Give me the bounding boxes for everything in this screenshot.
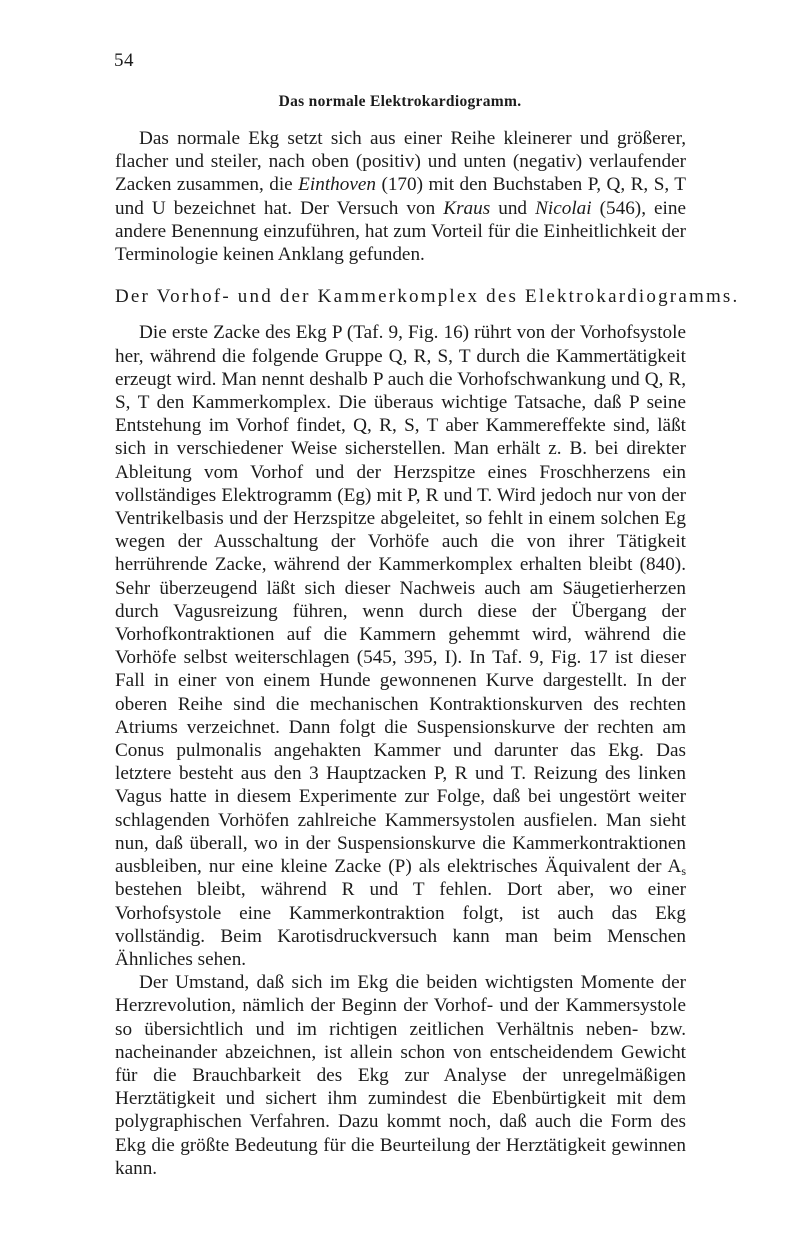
paragraph-intro-text-3: und [490, 197, 536, 219]
paragraph-vorhof-kammer-text-1: Die erste Zacke des Ekg P (Taf. 9, Fig. 16) rührt von der Vorhofsystole her, während die folgende Gruppe Q, R, S, T durch die Kammertätigkeit erzeugt wird. Man nennt deshalb P auch die Vorhofschwankung und Q, R, S, T den Kammerkomplex. Die überaus wichtige Tatsache, daß P seine Entstehung im Vorhof findet, Q, R, S, T aber Kammereffekte sind, läßt sich in verschiedener Weise sicherstellen. Man erhält z. B. bei direkter Ableitung vom Vorhof und der Herzspitze eines Froschherzens ein vollständiges Elektrogramm (Eg) mit P, R und T. Wird jedoch nur von der Ventrikelbasis und der Herzspitze abgeleitet, so fehlt in einem solchen Eg wegen der Ausschaltung der Vorhöfe auch die von ihrer Tätigkeit herrührende Zacke, während der Kammerkomplex erhalten bleibt (840). Sehr überzeugend läßt sich dieser Nachweis auch am Säugetierherzen durch Vagusreizung führen, wenn durch diese der Übergang der Vorhofkontraktionen auf die Kammern gehemmt wird, während die Vorhöfe selbst weiterschlagen (545, 395, I). In Taf. 9, Fig. 17 ist dieser Fall in einer von einem Hunde gewonnenen Kurve dargestellt. In der oberen Reihe sind die mechanischen Kontraktionskurven des rechten Atriums verzeichnet. Dann folgt die Suspensionskurve der rechten am Conus pulmonalis angehakten Kammer und darunter das Ekg. Das letztere besteht aus den 3 Hauptzacken P, R und T. Reizung des linken Vagus hatte in diesem Experimente zur Folge, daß bei ungestört weiter schlagenden Vorhöfen zahlreiche Kammersystolen ausfielen. Man sieht nun, daß überall, wo in der Suspensionskurve die Kammerkontraktionen ausbleiben, nur eine kleine Zacke (P) als elektrisches Äquivalent der A [115, 322, 686, 878]
paragraph-intro-text-4: (546), eine andere Benennung einzuführen, hat zum Vorteil für die Einheitlichkeit der Terminologie keinen Anklang gefunden. [115, 197, 686, 266]
author-name-nicolai: Nicolai [535, 197, 592, 219]
running-head: Das normale Elektrokardiogramm. [278, 93, 522, 110]
author-name-einthoven: Einthoven [298, 174, 376, 196]
subscript-s: s [681, 864, 686, 879]
paragraph-vorhof-kammer [115, 321, 686, 971]
page-number: 54 [114, 50, 134, 71]
paragraph-intro-text-1: Das normale Ekg setzt sich aus einer Reihe kleinerer und größerer, flacher und steiler, nach oben (positiv) und unten (negativ) verlaufender Zacken zusammen, die [115, 128, 686, 196]
paragraph-vorhof-kammer-text-2: bestehen bleibt, während R und T fehlen. Dort aber, wo einer Vorhofsystole eine Kammerkontraktion folgt, ist auch das Ekg vollständig. Beim Karotisdruckversuch kann man beim Menschen Ähnliches sehen. [115, 879, 686, 970]
author-name-kraus: Kraus [443, 197, 491, 219]
body-text [115, 127, 740, 1180]
section-heading: Der Vorhof- und der Kammerkomplex des Elektrokardiogramms. [115, 286, 740, 308]
paragraph-intro-text-2: (170) mit den Buchstaben P, Q, R, S, T und U bezeichnet hat. Der Versuch von [115, 174, 686, 219]
paragraph-intro [115, 127, 686, 266]
paragraph-herzrevolution: Der Umstand, daß sich im Ekg die beiden wichtigsten Momente der Herzrevolution, nämlich der Beginn der Vorhof- und der Kammersystole so übersichtlich und im richtigen zeitlichen Verhältnis neben- bzw. nacheinander abzeichnen, ist allein schon von entscheidendem Gewicht für die Brauchbarkeit des Ekg zur Analyse der unregelmäßigen Herztätigkeit und sichert ihm zumindest die Ebenbürtigkeit mit dem polygraphischen Verfahren. Dazu kommt noch, daß auch die Form des Ekg die größte Bedeutung für die Beurteilung der Herztätigkeit gewinnen kann. [115, 972, 686, 1179]
